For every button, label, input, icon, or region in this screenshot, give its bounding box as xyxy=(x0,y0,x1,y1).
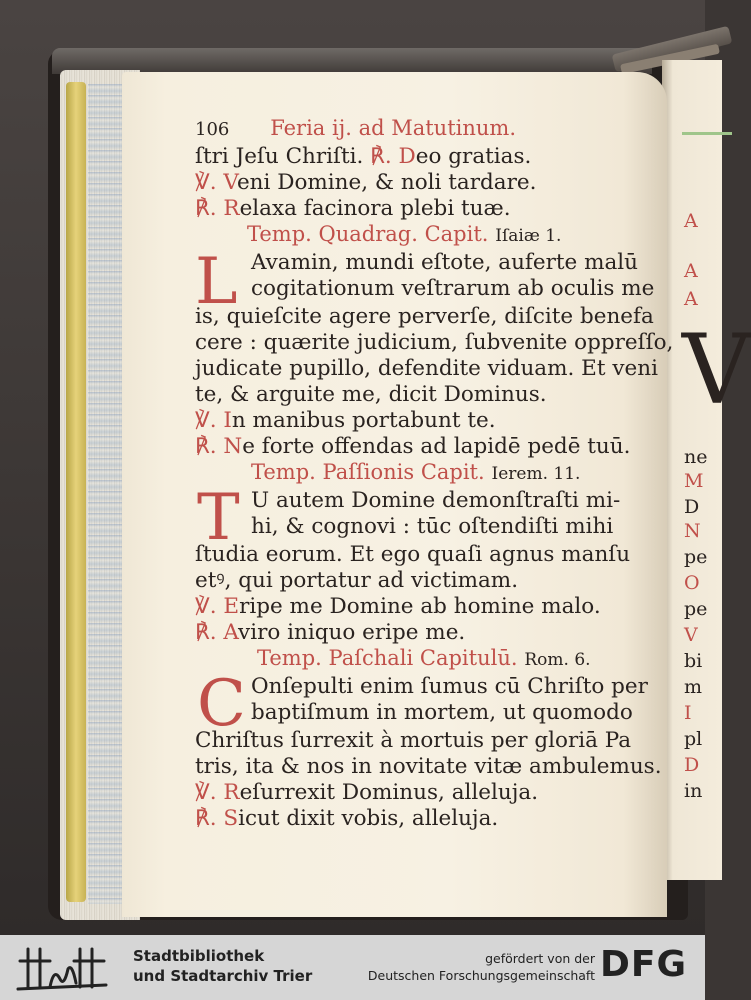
text-line: cere : quærite judicium, ſubvenite oppreſſo, xyxy=(195,330,674,355)
section-heading: Temp. Quadrag. Capit. Iſaiæ 1. xyxy=(247,222,562,246)
response-line: ℟. Sicut dixit vobis, alleluja. xyxy=(195,806,499,831)
versicle-line: ℣. In manibus portabunt te. xyxy=(195,408,496,433)
library-name: Stadtbibliothek xyxy=(133,947,265,965)
text-line: ſtri Jeſu Chriſti. ℟. Deo gratias. xyxy=(195,144,532,169)
text-line: tris, ita & nos in novitate vitæ ambulemus. xyxy=(195,754,662,779)
drop-capital: C xyxy=(197,667,246,741)
response-line: ℟. Aviro iniquo eripe me. xyxy=(195,620,466,645)
drop-capital: L xyxy=(195,245,238,319)
running-head-title: Feria ij. ad Matutinum. xyxy=(270,116,516,140)
facing-letter: in xyxy=(684,780,703,802)
text-line: hi, & cognovi : tūc oſtendiſti mihi xyxy=(251,514,614,539)
versicle-line: ℣. Reſurrexit Dominus, alleluja. xyxy=(195,780,539,805)
versicle-line: ℣. Veni Domine, & noli tardare. xyxy=(195,170,537,195)
text-line: ſtudia eorum. Et ego quaſi agnus manſu xyxy=(195,542,631,567)
facing-letter: I xyxy=(684,702,692,724)
running-head xyxy=(195,118,516,140)
dfg-logo: DFG xyxy=(600,944,688,985)
ribbon-marker xyxy=(682,132,732,135)
facing-letter: bi xyxy=(684,650,703,672)
text-line: baptiſmum in mortem, ut quomodo xyxy=(251,700,633,725)
book-cover-top xyxy=(52,48,652,74)
text-line: Onſepulti enim ſumus cū Chriſto per xyxy=(251,674,648,699)
facing-letter: A xyxy=(684,210,698,232)
text-line: te, & arguite me, dicit Dominus. xyxy=(195,382,547,407)
facing-letter: M xyxy=(684,470,704,492)
text-line: cogitationum veſtrarum ab oculis me xyxy=(251,276,655,301)
footer-banner xyxy=(0,935,705,1000)
facing-letter: m xyxy=(684,676,703,698)
text-line: judicate pupillo, defendite viduam. Et veni xyxy=(195,356,658,381)
funding-organisation: Deutschen Forschungsgemeinschaft xyxy=(367,968,595,983)
text-line: Avamin, mundi eſtote, auferte malū xyxy=(251,250,638,275)
response-line: ℟. Relaxa facinora plebi tuæ. xyxy=(195,196,511,221)
page-number: 106 xyxy=(195,119,230,140)
gilded-edge xyxy=(66,82,86,902)
section-heading: Temp. Paſchali Capitulū. Rom. 6. xyxy=(257,646,591,670)
facing-letter: pe xyxy=(684,598,708,620)
facing-letter: D xyxy=(684,754,700,776)
facing-initial: V xyxy=(682,314,751,426)
text-line: etꝰ, qui portatur ad victimam. xyxy=(195,568,519,593)
section-heading: Temp. Paſſionis Capit. Ierem. 11. xyxy=(251,460,581,484)
text-line: U autem Domine demonſtraſti mi- xyxy=(251,488,621,513)
facing-letter: A xyxy=(684,260,698,282)
versicle-line: ℣. Eripe me Domine ab homine malo. xyxy=(195,594,601,619)
facing-page xyxy=(662,60,751,880)
facing-letter: pe xyxy=(684,546,708,568)
facing-letter: A xyxy=(684,288,698,310)
facing-letter: N xyxy=(684,520,701,542)
drop-capital: T xyxy=(197,481,240,555)
facing-letter: pl xyxy=(684,728,703,750)
text-line: Chriſtus ſurrexit à mortuis per gloriā Pa xyxy=(195,728,632,753)
facing-letter: ne xyxy=(684,446,708,468)
response-line: ℟. Ne forte offendas ad lapidē pedē tuū. xyxy=(195,434,631,459)
facing-letter: D xyxy=(684,496,700,518)
library-name-line2: und Stadtarchiv Trier xyxy=(133,967,313,985)
text-line: is, quieſcite agere perverſe, diſcite benefa xyxy=(195,304,654,329)
facing-letter: O xyxy=(684,572,700,594)
funding-note: gefördert von der xyxy=(485,951,595,966)
library-logo-icon xyxy=(14,943,109,993)
facing-letter: V xyxy=(684,624,698,646)
